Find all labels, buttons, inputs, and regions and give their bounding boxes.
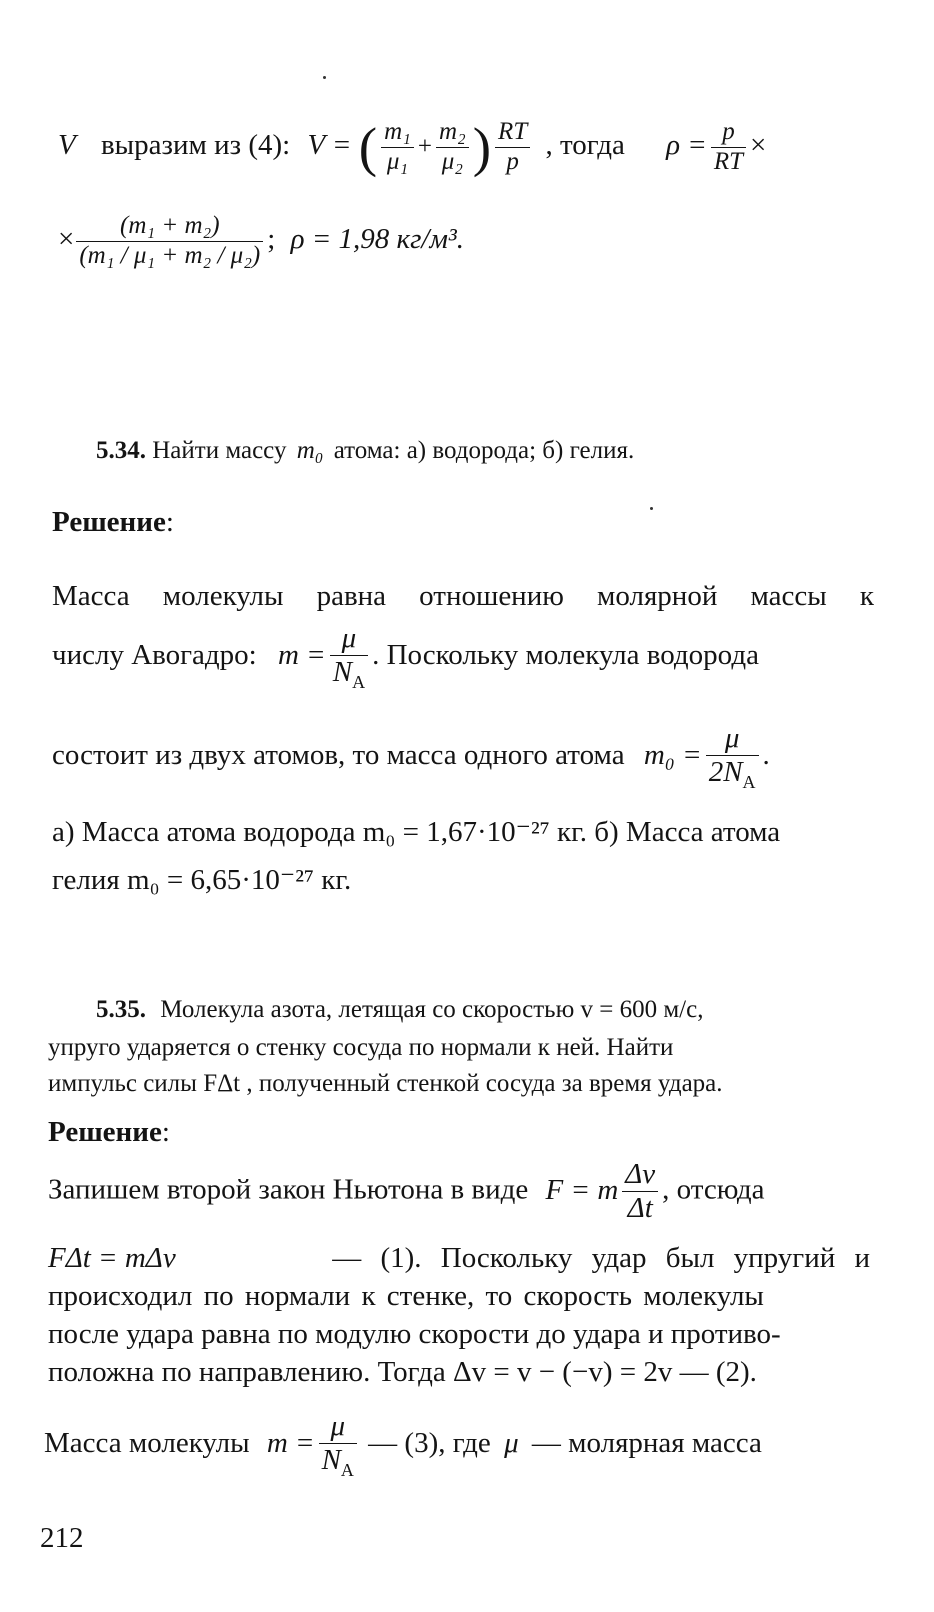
then-word: , тогда xyxy=(545,128,625,161)
s535-line-1 xyxy=(48,1158,765,1234)
text: импульс силы FΔt , полученный стенкой сосуда за время удара. xyxy=(48,1070,723,1097)
text: гелия m₀ = 6,65·10⁻²⁷ кг. xyxy=(52,864,352,896)
density-result: ρ = 1,98 кг/м³. xyxy=(290,222,464,255)
expressed-text: выразим из (4): xyxy=(100,128,291,161)
eq-lhs: m = xyxy=(277,639,326,672)
solution-line-5 xyxy=(52,862,351,897)
solution-label: Решение xyxy=(52,506,166,538)
statement-text: Найти массу xyxy=(152,437,287,464)
text: а) Масса атома водорода m₀ = 1,67·10⁻²⁷ кг. б) Масса атома xyxy=(52,816,781,848)
close-paren: ) xyxy=(472,116,492,178)
text: — молярная масса xyxy=(531,1427,762,1460)
problem-5-34-statement xyxy=(96,437,634,465)
var-V: V xyxy=(58,128,76,161)
fraction-mu-2NA: $\frac{\mu}{2N_A}$ xyxy=(706,722,759,793)
period: . xyxy=(762,739,770,772)
eq-lhs: m = xyxy=(266,1427,315,1460)
page-number: 212 xyxy=(40,1522,84,1554)
text: положна по направлению. Тогда Δv = v − (−v) = 2v — (2). xyxy=(48,1356,757,1388)
statement-var: m₀ xyxy=(296,437,324,464)
solution-heading-5-35 xyxy=(48,1116,170,1149)
mu-symbol: μ xyxy=(504,1427,519,1460)
text: происходил по нормали к стенке, то скорость молекулы xyxy=(48,1280,764,1312)
problem-number: 5.35. xyxy=(96,996,146,1023)
word: Масса xyxy=(52,580,130,612)
equation: FΔt = mΔv xyxy=(48,1242,176,1274)
eq-lhs: F = m xyxy=(545,1173,619,1206)
text: состоит из двух атомов, то масса одного атома xyxy=(52,739,625,772)
formula-line-density xyxy=(58,212,464,302)
eq-lhs: V = xyxy=(307,128,352,161)
word: равна xyxy=(316,580,387,612)
rho-lhs: ρ = xyxy=(666,128,707,161)
open-paren: ( xyxy=(358,116,378,178)
scan-speck xyxy=(650,507,653,510)
solution-colon: : xyxy=(165,506,174,538)
word: отношению xyxy=(419,580,564,612)
fraction-RT-p: $\frac{RT}{p}$ xyxy=(495,118,530,177)
s535-line-2 xyxy=(48,1242,870,1275)
word: массы xyxy=(750,580,827,612)
s535-line-4 xyxy=(48,1318,781,1351)
problem-5-35-line-3 xyxy=(48,1070,723,1098)
fraction-mu-NA-2: $\frac{\mu}{N_A}$ xyxy=(319,1410,357,1481)
fraction-dv-dt: $\frac{\Delta v}{\Delta t}$ xyxy=(622,1158,658,1226)
fraction-p-RT: $\frac{p}{RT}$ xyxy=(711,118,746,177)
word: молярной xyxy=(597,580,718,612)
text: Молекула азота, летящая со скоростью v = 600 м/с, xyxy=(160,996,704,1023)
solution-line-3 xyxy=(52,722,770,802)
text: — (3), где xyxy=(368,1427,491,1460)
text: Запишем второй закон Ньютона в виде xyxy=(48,1173,529,1206)
fraction-mass-ratio: $\frac{\text{(m₁ + m₂)}}{\text{(m₁ / μ₁ + m₂ / μ₂)}}$ xyxy=(76,212,263,271)
fraction-m1-mu1: $\frac{\text{m₁}}{\text{μ₁}}$ xyxy=(381,118,414,177)
s535-line-3 xyxy=(48,1280,764,1313)
text: после удара равна по модулю скорости до удара и противо- xyxy=(48,1318,781,1350)
cross-sign-2: × xyxy=(58,222,75,255)
solution-line-1 xyxy=(52,580,874,613)
text: . Поскольку молекула водорода xyxy=(372,639,759,672)
problem-number: 5.34. xyxy=(96,437,146,464)
solution-heading-5-34 xyxy=(52,506,174,539)
scan-speck xyxy=(323,76,326,79)
eq-lhs: m₀ = xyxy=(643,739,702,772)
text: , отсюда xyxy=(662,1173,765,1206)
problem-5-35-line-2 xyxy=(48,1034,673,1062)
s535-line-5 xyxy=(48,1356,757,1389)
solution-label: Решение xyxy=(48,1116,162,1148)
solution-colon: : xyxy=(161,1116,170,1148)
solution-line-4 xyxy=(52,814,780,849)
plus-sign: + xyxy=(417,132,432,160)
fraction-mu-NA: $\frac{\mu}{N_A}$ xyxy=(330,622,368,693)
text: Масса молекулы xyxy=(44,1427,250,1460)
semicolon: ; xyxy=(267,222,276,255)
text: числу Авогадро: xyxy=(52,639,257,672)
word: молекулы xyxy=(162,580,284,612)
problem-5-35-line-1 xyxy=(96,996,703,1024)
solution-line-2 xyxy=(52,622,759,702)
word: к xyxy=(859,580,874,612)
formula-line-volume xyxy=(58,118,766,218)
cross-sign: × xyxy=(750,128,767,161)
text: — (1). Поскольку удар был упругий и xyxy=(332,1242,870,1274)
s535-line-6 xyxy=(44,1410,762,1490)
text: упруго ударяется о стенку сосуда по нормали к ней. Найти xyxy=(48,1034,674,1061)
fraction-m2-mu2: $\frac{\text{m₂}}{\text{μ₂}}$ xyxy=(436,118,469,177)
statement-text-b: атома: а) водорода; б) гелия. xyxy=(333,437,635,464)
